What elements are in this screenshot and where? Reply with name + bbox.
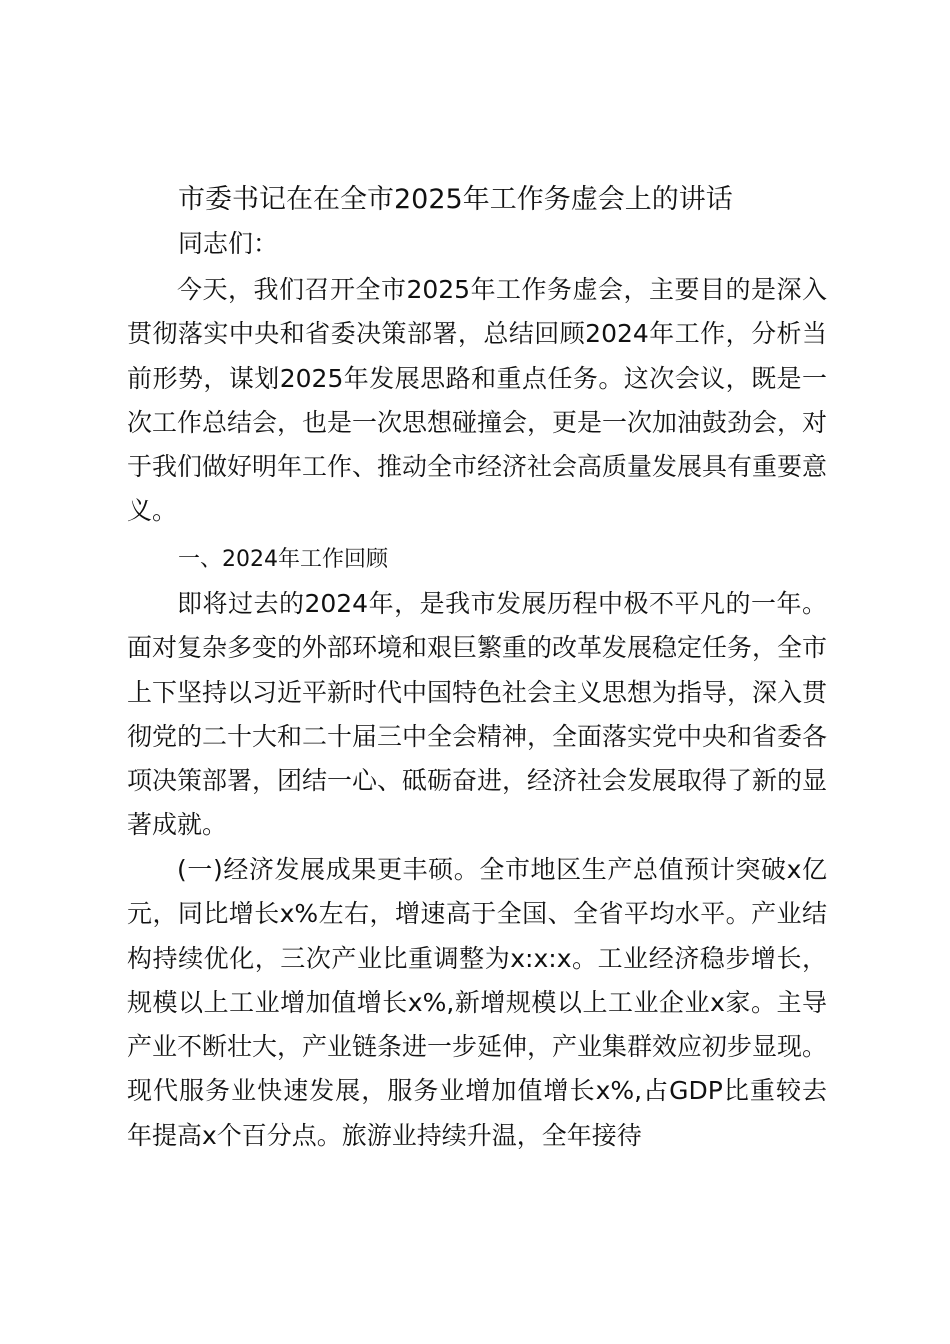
paragraph-intro: 今天，我们召开全市2025年工作务虚会，主要目的是深入贯彻落实中央和省委决策部署，总结回顾2024年工作，分析当前形势，谋划2025年发展思路和重点任务。这次会议，既是一次工作总结会，也是一次思想碰撞会，更是一次加油鼓劲会，对于我们做好明年工作、推动全市经济社会高质量发展具有重要意义。 — [127, 275, 828, 526]
section-heading: 一、2024年工作回顾 — [178, 547, 388, 572]
paragraph-economy: (一)经济发展成果更丰硕。全市地区生产总值预计突破x亿元，同比增长x%左右，增速高于全国、全省平均水平。产业结构持续优化，三次产业比重调整为x:x:x。工业经济稳步增长，规模以上工业增加值增长x%,新增规模以上工业企业x家。主导产业不断壮大，产业链条进一步延伸，产业集群效应初步显现。现代服务业快速发展，服务业增加值增长x%,占GDP比重较去年提高x个百分点。旅游业持续升温，全年接待 — [127, 855, 828, 1150]
paragraph-review: 即将过去的2024年，是我市发展历程中极不平凡的一年。面对复杂多变的外部环境和艰巨繁重的改革发展稳定任务，全市上下坚持以习近平新时代中国特色社会主义思想为指导，深入贯彻党的二十大和二十届三中全会精神，全面落实党中央和省委各项决策部署，团结一心、砥砺奋进，经济社会发展取得了新的显著成就。 — [127, 589, 828, 840]
salutation: 同志们： — [178, 229, 279, 258]
document-title: 市委书记在在全市2025年工作务虚会上的讲话 — [178, 184, 733, 215]
